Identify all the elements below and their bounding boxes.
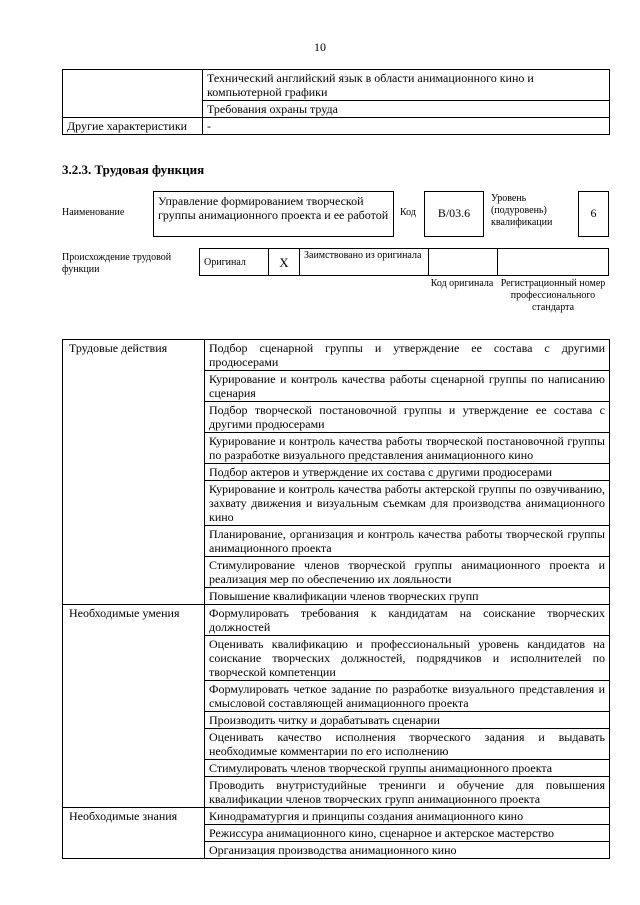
requirement-cell: Подбор сценарной группы и утверждение ее состава с другими продюсерами	[205, 340, 610, 371]
function-code-box: B/03.6	[424, 191, 484, 237]
requirement-cell: Подбор творческой постановочной группы и утверждение ее состава с другими продюсерами	[205, 402, 610, 433]
labor-function-table	[62, 339, 610, 859]
requirement-cell: Производить читку и дорабатывать сценарии	[205, 712, 610, 729]
requirement-cell: Технический английский язык в области анимационного кино и компьютерной графики	[203, 70, 610, 101]
table-row	[63, 340, 610, 371]
qualification-level-box: 6	[578, 191, 609, 237]
table-row	[63, 118, 610, 135]
table-row	[200, 249, 609, 276]
table-row	[63, 808, 610, 825]
origin-label: Происхождение трудовой функции	[62, 252, 172, 275]
section-title: 3.2.3. Трудовая функция	[62, 162, 205, 177]
requirement-cell: Стимулирование членов творческой группы анимационного проекта и реализация мер по обеспечению их лояльности	[205, 557, 610, 588]
name-label: Наименование	[62, 207, 125, 218]
function-name-box: Управление формированием творческой группы анимационного проекта и ее работой	[153, 191, 394, 237]
origin-table	[199, 248, 609, 276]
requirement-cell: Повышение квалификации членов творческих групп	[205, 588, 610, 605]
original-label: Оригинал	[200, 249, 269, 276]
requirement-cell: Кинодраматургия и принципы создания анимационного кино	[205, 808, 610, 825]
requirement-cell: Курирование и контроль качества работы актерской группы по озвучиванию, захвату движения и визуальным съемкам для производства анимационного кино	[205, 481, 610, 526]
labor-function-body	[63, 340, 610, 859]
requirement-cell: Организация производства анимационного кино	[205, 842, 610, 859]
row-category: Необходимые умения	[63, 605, 205, 808]
requirement-cell: -	[203, 118, 610, 135]
requirement-cell: Подбор актеров и утверждение их состава с другими продюсерами	[205, 464, 610, 481]
requirement-cell: Формулировать требования к кандидатам на соискание творческих должностей	[205, 605, 610, 636]
code-label: Код	[400, 207, 416, 218]
reg-number-cell	[498, 249, 609, 276]
reg-number-caption: Регистрационный номер профессионального стандарта	[500, 278, 606, 313]
original-mark: X	[269, 249, 300, 276]
row-category	[63, 70, 203, 118]
row-category: Другие характеристики	[63, 118, 203, 135]
row-category: Трудовые действия	[63, 340, 205, 605]
requirement-cell: Проводить внутристудийные тренинги и обучение для повышения квалификации членов творческих групп анимационного проекта	[205, 777, 610, 808]
requirement-cell: Курирование и контроль качества работы сценарной группы по написанию сценария	[205, 371, 610, 402]
borrowed-label: Заимствовано из оригинала	[300, 249, 429, 276]
requirement-cell: Требования охраны труда	[203, 101, 610, 118]
code-original-caption: Код оригинала	[430, 278, 494, 289]
page-number: 10	[314, 40, 326, 54]
requirement-cell: Режиссура анимационного кино, сценарное и актерское мастерство	[205, 825, 610, 842]
requirement-cell: Оценивать квалификацию и профессиональный уровень кандидатов на соискание творческих должностей, подрядчиков и исполнителей по творческой компетенции	[205, 636, 610, 681]
qualification-level-label: Уровень (подуровень) квалификации	[491, 193, 553, 228]
requirement-cell: Оценивать качество исполнения творческого задания и выдавать необходимые комментарии по его исполнению	[205, 729, 610, 760]
requirement-cell: Планирование, организация и контроль качества работы творческой группы анимационного проекта	[205, 526, 610, 557]
requirement-cell: Курирование и контроль качества работы творческой постановочной группы по разработке визуального представления анимационного кино	[205, 433, 610, 464]
code-original-cell	[429, 249, 498, 276]
requirement-cell: Формулировать четкое задание по разработке визуального представления и смысловой составляющей анимационного проекта	[205, 681, 610, 712]
row-category: Необходимые знания	[63, 808, 205, 859]
table-row	[63, 605, 610, 636]
top-table	[62, 69, 610, 135]
table-row	[63, 70, 610, 101]
requirement-cell: Стимулировать членов творческой группы анимационного проекта	[205, 760, 610, 777]
